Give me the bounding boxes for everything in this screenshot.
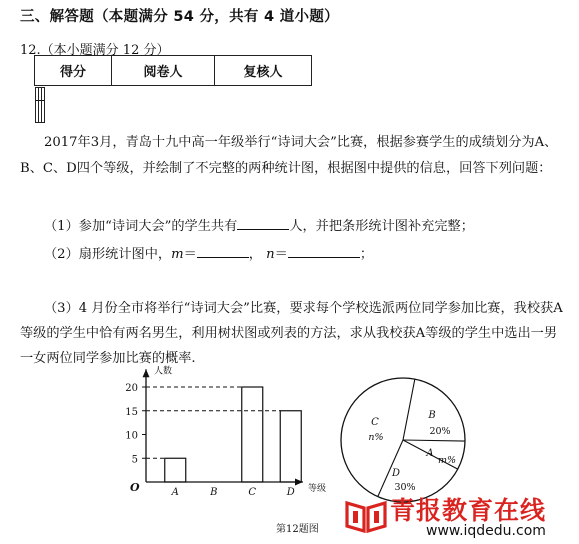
y-tick-label: 15 xyxy=(125,406,138,418)
pie-value-B: 20% xyxy=(429,426,451,437)
origin-label: O xyxy=(130,481,140,494)
bar-C xyxy=(242,387,263,482)
y-tick-label: 5 xyxy=(131,454,138,466)
pie-divider xyxy=(403,379,415,440)
y-axis-arrow-icon xyxy=(143,369,150,377)
book-logo-icon xyxy=(344,495,388,535)
part-3-text: （3）4 月份全市将举行“诗词大会”比赛，要求每个学校选派两位同学参加比赛，我校获A等级的学生中恰有两名男生，利用树状图或列表的方法，求从我校获A等级的学生中选出一男一女两位同学参加比赛的概率. xyxy=(20,301,563,366)
equals-sign: ＝ xyxy=(183,247,197,262)
pie-label-C: C xyxy=(371,417,379,428)
pie-value-A: m% xyxy=(437,455,457,466)
var-n: n xyxy=(266,247,275,262)
pie-label-A: A xyxy=(426,448,434,459)
bar-D xyxy=(280,411,301,482)
watermark-logo xyxy=(344,491,574,541)
part-2-end: ； xyxy=(359,247,374,262)
y-tick-label: 20 xyxy=(125,383,138,394)
figure-caption: 第12题图 xyxy=(276,524,319,535)
section-title: 三、解答题（本题满分 54 分，共有 4 道小题） xyxy=(20,9,339,25)
var-m: m xyxy=(171,247,184,262)
question-number: 12.（本小题满分 12 分） xyxy=(20,43,170,58)
pie-value-C: n% xyxy=(368,432,384,443)
equals-sign-2: ＝ xyxy=(274,247,288,262)
pie-chart xyxy=(341,378,465,502)
question-intro: 2017年3月，青岛十九中高一年级举行“诗词大会”比赛，根据参赛学生的成绩划分为A、B、C、D四个等级，并绘制了不完整的两种统计图，根据图中提供的信息，回答下列问题： xyxy=(20,135,558,176)
part-2-text: （2）扇形统计图中， xyxy=(44,247,172,262)
separator: ， xyxy=(248,247,262,262)
x-tick-label-A: A xyxy=(171,487,179,498)
x-tick-label-C: C xyxy=(248,487,257,498)
score-header: 得分 xyxy=(35,56,112,86)
x-axis-label: 等级 xyxy=(308,484,327,494)
watermark-brand: 青报教育在线 xyxy=(390,496,547,525)
part-1-text: （1）参加“诗词大会”的学生共有 xyxy=(44,219,238,234)
pie-label-B: B xyxy=(428,410,436,421)
pie-divider xyxy=(403,440,465,441)
bar-chart xyxy=(125,364,326,498)
y-axis-label: 人数 xyxy=(154,366,173,377)
bar-A xyxy=(165,458,186,482)
part-1-text-end: 人，并把条形统计图补充完整； xyxy=(289,219,474,234)
x-tick-label-B: B xyxy=(210,487,218,498)
x-tick-label-D: D xyxy=(286,487,295,498)
grader-header: 阅卷人 xyxy=(112,56,215,86)
reviewer-header: 复核人 xyxy=(215,56,312,86)
watermark-url: www.iqdedu.com xyxy=(426,523,546,539)
y-tick-label: 10 xyxy=(125,430,138,442)
pie-label-D: D xyxy=(391,468,401,479)
pie-value-D: 30% xyxy=(394,482,416,493)
